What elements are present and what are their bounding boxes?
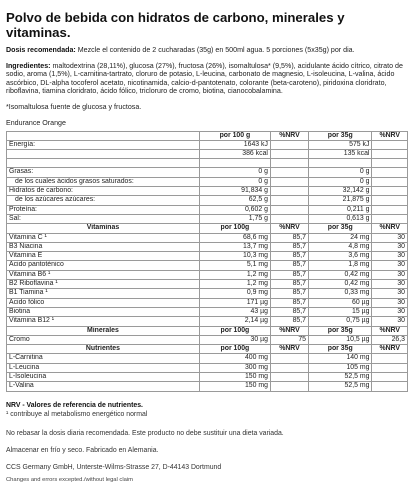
table-cell: 24 mg [309,233,372,242]
dosage-label: Dosis recomendada: [6,46,76,54]
table-cell [372,214,408,223]
item-label: L-Isoleucina [7,372,200,381]
section-header-cell: %NRV [372,326,408,335]
table-cell [270,382,308,391]
macro-label: Proteína: [7,205,200,214]
ingredients-paragraph [6,62,407,96]
item-label: Cromo [7,335,200,344]
macro-label: Sal: [7,214,200,223]
table-cell: 26,3 [372,335,408,344]
table-cell [372,363,408,372]
table-cell: 13,7 mg [199,242,270,251]
table-cell: 30 [372,242,408,251]
table-row [7,261,408,270]
table-cell: 0,75 µg [309,317,372,326]
nutrition-table-body [7,131,408,391]
macro-row [7,205,408,214]
warning-text: No rebasar la dosis diaria recomendada. Este producto no debe sustituir una dieta variada. [6,429,284,437]
item-label: Vitamina B12 ¹ [7,317,200,326]
energy-label: Energía: [7,140,200,149]
item-label: Biotina [7,307,200,316]
table-cell: 1,75 g [199,214,270,223]
table-cell [372,140,408,149]
table-row [7,252,408,261]
table-cell [270,205,308,214]
table-cell: 0,9 mg [199,289,270,298]
energy-row [7,150,408,159]
table-row [7,382,408,391]
section-header-cell: por 100g [199,326,270,335]
table-cell [372,354,408,363]
energy-label [7,150,200,159]
table-cell: 2,14 µg [199,317,270,326]
table-cell: 386 kcal [199,150,270,159]
table-header-cell [7,131,200,140]
table-row [7,233,408,242]
nrv-note-label: NRV - Valores de referencia de nutrientes. [6,401,143,409]
table-cell: 85,7 [270,252,308,261]
table-cell: 171 µg [199,298,270,307]
table-cell: 85,7 [270,298,308,307]
table-cell: 3,6 mg [309,252,372,261]
table-cell: 105 mg [309,363,372,372]
table-header-cell: por 35g [309,131,372,140]
table-cell [199,159,270,168]
table-cell: 85,7 [270,233,308,242]
macro-label: Grasas: [7,168,200,177]
table-cell: 68,6 mg [199,233,270,242]
table-cell: 0,613 g [309,214,372,223]
product-title: Polvo de bebida con hidratos de carbono, minerales y vitaminas. [6,10,345,40]
table-row [7,289,408,298]
section-header-cell: Minerales [7,326,200,335]
table-cell: 30 [372,252,408,261]
footnote-energy: ¹ contribuye al metabolismo energético normal [6,410,148,418]
table-cell: 0,602 g [199,205,270,214]
table-cell: 30 [372,270,408,279]
table-cell [270,168,308,177]
section-header-cell: %NRV [270,345,308,354]
ingredients-label: Ingredientes: [6,61,51,70]
table-cell: 85,7 [270,317,308,326]
table-cell: 30 [372,307,408,316]
table-cell: 0,33 mg [309,289,372,298]
table-cell [270,150,308,159]
table-row [7,298,408,307]
table-cell [372,177,408,186]
table-cell: 52,5 mg [309,372,372,381]
storage-text: Almacenar en frío y seco. Fabricado en Alemania. [6,446,159,454]
item-label: B2 Riboflavina ¹ [7,280,200,289]
item-label: Vitamina E [7,252,200,261]
table-cell: 85,7 [270,307,308,316]
table-row [7,242,408,251]
item-label: B1 Tiamina ¹ [7,289,200,298]
table-cell: 30 [372,289,408,298]
table-row [7,372,408,381]
item-label: L-Valina [7,382,200,391]
section-header-cell: por 100g [199,224,270,233]
table-cell [270,214,308,223]
section-header-cell: %NRV [270,224,308,233]
minerals-header-row [7,326,408,335]
table-cell: 30 [372,261,408,270]
company-address: CCS Germany GmbH, Unterste-Wilms-Strasse 27, D-44143 Dortmund [6,463,222,471]
item-label: Ácido fólico [7,298,200,307]
table-cell: 575 kJ [309,140,372,149]
table-cell: 21,875 g [309,196,372,205]
table-cell: 85,7 [270,261,308,270]
table-cell: 30 µg [199,335,270,344]
section-header-cell: %NRV [372,224,408,233]
table-cell [270,159,308,168]
energy-row [7,140,408,149]
table-cell [7,159,200,168]
item-label: B3 Niacina [7,242,200,251]
table-cell: 10,5 µg [309,335,372,344]
table-cell: 32,142 g [309,187,372,196]
table-cell: 52,5 mg [309,382,372,391]
section-header-cell: por 100g [199,345,270,354]
table-header-row [7,131,408,140]
table-cell: 400 mg [199,354,270,363]
table-cell: 15 µg [309,307,372,316]
nutrients-header-row [7,345,408,354]
dosage-paragraph [6,46,407,55]
item-label: L-Leucina [7,363,200,372]
table-cell: 43 µg [199,307,270,316]
macro-row [7,168,408,177]
table-cell [372,205,408,214]
vitamins-header-row [7,224,408,233]
table-cell [309,159,372,168]
table-cell [372,187,408,196]
table-cell [372,372,408,381]
table-row [7,280,408,289]
table-cell: 30 [372,298,408,307]
ingredients-text: maltodextrina (28,11%), glucosa (27%), fructosa (26%), isomaltulosa* (9,5%), acidulante ácido cítrico, citrato de sodio, aroma (1,5%), L-carnitina-tartrato, cloruro de potasio, L-leucina, carbonato de magnesio, L-isoleucina, L-valina, ácido ascórbico, DL-alpha tocoferol acetato, nicotinamida, calcio-d-pantotenato, colorante (beta-caroteno), piridoxina cloridrato, riboflavina, tiamina cloridrato, ácido fólico, tricloruro de cromo, biotina, cianocobalamina. [6,61,403,96]
table-cell [270,372,308,381]
item-label: Vitamina C ¹ [7,233,200,242]
table-cell [372,168,408,177]
table-cell [372,382,408,391]
table-cell: 75 [270,335,308,344]
table-row [7,363,408,372]
table-cell: 10,3 mg [199,252,270,261]
dosage-text: Mezcle el contenido de 2 cucharadas (35g) en 500ml agua. 5 porciones (5x35g) por dia. [75,46,355,54]
table-header-cell: %NRV [372,131,408,140]
table-cell [270,187,308,196]
table-cell: 1,8 mg [309,261,372,270]
table-cell: 0,211 g [309,205,372,214]
table-cell: 91,834 g [199,187,270,196]
table-cell: 85,7 [270,280,308,289]
table-cell [270,363,308,372]
isomalt-note: *Isomaltulosa fuente de glucosa y fructosa. [6,102,142,111]
table-cell: 0 g [309,177,372,186]
table-cell: 150 mg [199,382,270,391]
section-header-cell: por 35g [309,224,372,233]
macro-row [7,187,408,196]
section-header-cell: %NRV [372,345,408,354]
table-cell: 0,42 mg [309,280,372,289]
table-cell: 60 µg [309,298,372,307]
table-cell: 30 [372,280,408,289]
macro-label: de los cuales ácidos grasos saturados: [7,177,200,186]
table-cell: 85,7 [270,289,308,298]
nrv-note [6,402,407,409]
table-cell: 135 kcal [309,150,372,159]
section-header-cell: por 35g [309,326,372,335]
table-cell [270,177,308,186]
macro-row [7,196,408,205]
table-row [7,270,408,279]
table-cell [372,159,408,168]
item-label: Vitamina B6 ¹ [7,270,200,279]
brand-name: Endurance Orange [6,118,66,127]
table-cell: 0 g [309,168,372,177]
table-cell: 5,1 mg [199,261,270,270]
table-cell: 0,42 mg [309,270,372,279]
table-cell: 0 g [199,168,270,177]
table-cell: 0 g [199,177,270,186]
table-cell: 30 [372,233,408,242]
table-row [7,354,408,363]
table-row [7,317,408,326]
table-cell [372,150,408,159]
table-cell: 62,5 g [199,196,270,205]
table-cell: 300 mg [199,363,270,372]
section-header-cell: por 35g [309,345,372,354]
table-cell: 1643 kJ [199,140,270,149]
section-header-cell: Nutrientes [7,345,200,354]
table-cell [372,196,408,205]
macro-row [7,214,408,223]
table-cell: 4,8 mg [309,242,372,251]
macro-row [7,177,408,186]
table-cell: 1,2 mg [199,280,270,289]
table-cell: 150 mg [199,372,270,381]
item-label: Ácido pantoténico [7,261,200,270]
table-cell [270,140,308,149]
table-cell [270,354,308,363]
legal-note: Changes and errors excepted./without legal claim [6,476,133,483]
spacer-row [7,159,408,168]
table-cell: 140 mg [309,354,372,363]
macro-label: de los azúcares azúcares: [7,196,200,205]
section-header-cell: Vitaminas [7,224,200,233]
macro-label: Hidratos de carbono: [7,187,200,196]
table-cell: 85,7 [270,270,308,279]
table-cell: 85,7 [270,242,308,251]
table-cell: 30 [372,317,408,326]
table-cell: 1,2 mg [199,270,270,279]
item-label: L-Carnitina [7,354,200,363]
table-header-cell: por 100 g [199,131,270,140]
nutrition-table [6,131,408,392]
table-cell [270,196,308,205]
table-header-cell: %NRV [270,131,308,140]
section-header-cell: %NRV [270,326,308,335]
table-row [7,307,408,316]
table-row [7,335,408,344]
